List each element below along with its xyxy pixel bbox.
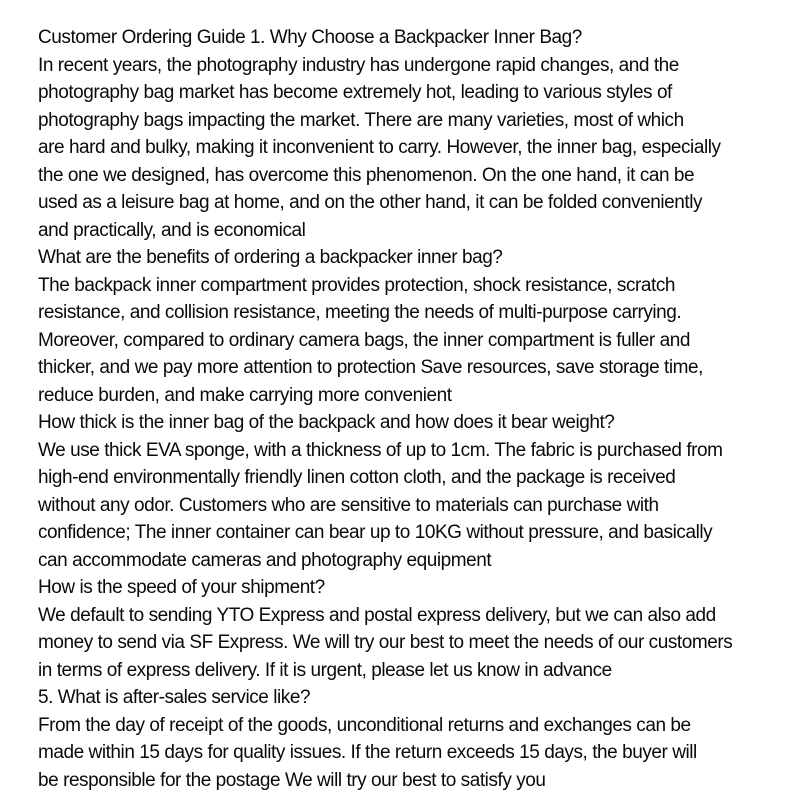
text-line: photography bags impacting the market. There are many varieties, most of which xyxy=(38,109,684,131)
text-line: thicker, and we pay more attention to protection Save resources, save storage time, xyxy=(38,357,703,378)
text-line: In recent years, the photography industry has undergone rapid changes, and the xyxy=(38,54,679,76)
text-line: The backpack inner compartment provides protection, shock resistance, scratch xyxy=(38,274,675,296)
text-line: be responsible for the postage We will try our best to satisfy you xyxy=(38,769,546,791)
text-line: How is the speed of your shipment? xyxy=(38,577,325,598)
text-line: without any odor. Customers who are sensitive to materials can purchase with xyxy=(38,494,659,516)
text-line: From the day of receipt of the goods, unconditional returns and exchanges can be xyxy=(38,714,691,736)
text-line: 5. What is after-sales service like? xyxy=(38,687,311,708)
text-line: used as a leisure bag at home, and on the other hand, it can be folded conveniently xyxy=(38,192,703,213)
text-line: high-end environmentally friendly linen cotton cloth, and the package is received xyxy=(38,467,676,488)
text-line: the one we designed, has overcome this phenomenon. On the one hand, it can be xyxy=(38,164,695,186)
text-line: in terms of express delivery. If it is urgent, please let us know in advance xyxy=(38,659,612,681)
text-line: are hard and bulky, making it inconvenient to carry. However, the inner bag, especially xyxy=(38,137,721,158)
text-line: photography bag market has become extremely hot, leading to various styles of xyxy=(38,82,672,103)
text-line: and practically, and is economical xyxy=(38,219,306,241)
text-line: We default to sending YTO Express and postal express delivery, but we can also add xyxy=(38,604,716,626)
text-line: money to send via SF Express. We will try our best to meet the needs of our customers xyxy=(38,632,733,653)
text-line: reduce burden, and make carrying more convenient xyxy=(38,384,452,406)
text-line: can accommodate cameras and photography equipment xyxy=(38,549,492,571)
text-line: How thick is the inner bag of the backpack and how does it bear weight? xyxy=(38,412,615,433)
text-line: Customer Ordering Guide 1. Why Choose a Backpacker Inner Bag? xyxy=(38,27,582,48)
text-line: We use thick EVA sponge, with a thickness of up to 1cm. The fabric is purchased from xyxy=(38,439,723,461)
text-line: made within 15 days for quality issues. If the return exceeds 15 days, the buyer will xyxy=(38,742,697,763)
text-line: confidence; The inner container can bear up to 10KG without pressure, and basically xyxy=(38,522,713,543)
text-line: What are the benefits of ordering a backpacker inner bag? xyxy=(38,247,503,268)
customer-ordering-guide-text xyxy=(38,24,778,794)
text-line: resistance, and collision resistance, meeting the needs of multi-purpose carrying. xyxy=(38,302,682,323)
text-line: Moreover, compared to ordinary camera bags, the inner compartment is fuller and xyxy=(38,329,690,351)
